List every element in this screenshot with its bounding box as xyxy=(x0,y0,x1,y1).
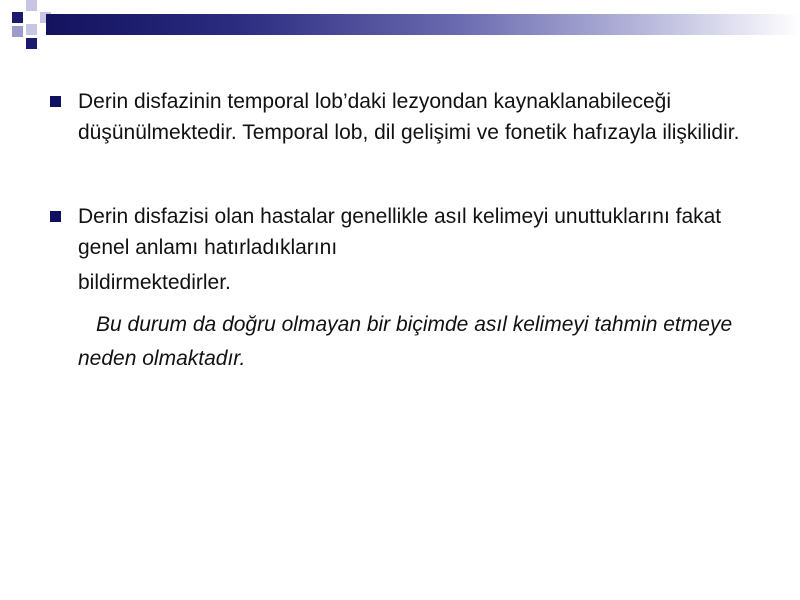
corner-square-decoration-icon xyxy=(26,24,37,35)
bullet-text: Derin disfazinin temporal lob’daki lezyondan kaynaklanabileceği düşünülmektedir. Temporal lob, dil gelişimi ve fonetik hafızayla ilişkilidir. xyxy=(78,90,740,144)
corner-square-decoration-icon xyxy=(26,0,37,11)
corner-square-decoration-icon xyxy=(12,12,23,23)
bullet-text-tail: bildirmektedirler. xyxy=(78,271,231,294)
bullet-item xyxy=(48,86,748,148)
slide-body xyxy=(48,86,748,376)
corner-square-decoration-icon xyxy=(26,38,37,49)
corner-square-decoration-icon xyxy=(12,26,23,37)
bullet-text: Derin disfazisi olan hastalar genellikle asıl kelimeyi unuttuklarını fakat genel anlamı hatırladıklarını xyxy=(78,205,722,259)
square-bullet-icon xyxy=(50,211,61,222)
bullet-item xyxy=(48,201,748,298)
header-gradient-bar xyxy=(46,14,800,35)
italic-note: Bu durum da doğru olmayan bir biçimde asıl kelimeyi tahmin etmeye neden olmaktadır. xyxy=(78,313,733,370)
square-bullet-icon xyxy=(50,96,61,107)
